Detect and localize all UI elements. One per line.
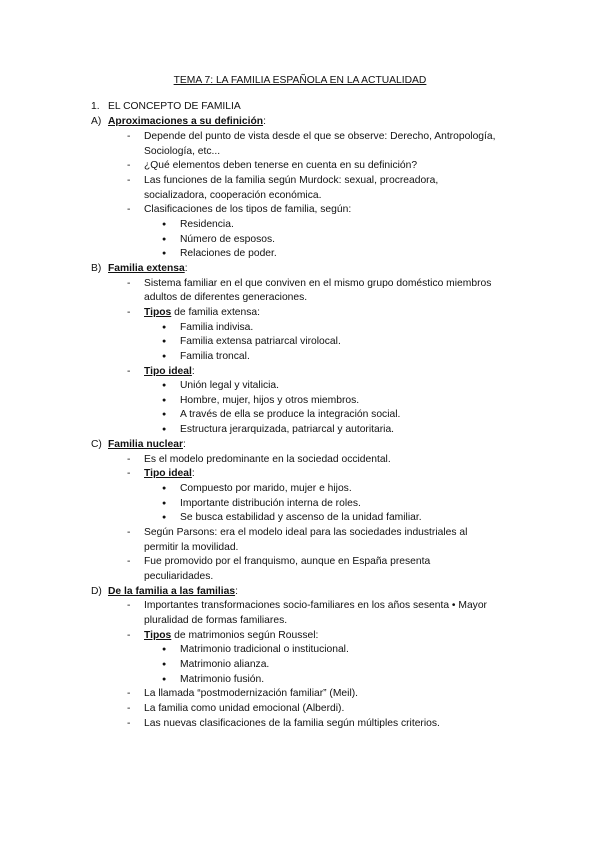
bullet-text: Residencia. — [180, 219, 234, 230]
tipos-label — [144, 629, 318, 644]
part-d-letter: D) — [91, 586, 102, 597]
tipo-ideal-colon: : — [191, 366, 195, 377]
part-a-title: Aproximaciones a su definición — [108, 116, 264, 127]
bullet-marker: ● — [162, 397, 167, 404]
part-c-heading — [108, 438, 186, 453]
bullet-marker: ● — [162, 485, 167, 492]
document-title: TEMA 7: LA FAMILIA ESPAÑOLA EN LA ACTUALIDAD — [173, 75, 427, 86]
bullet-text: Compuesto por marido, mujer e hijos. — [180, 483, 352, 494]
dash-marker: - — [127, 175, 131, 186]
bullet-text: Matrimonio tradicional o institucional. — [180, 644, 349, 655]
bullet-text: Unión legal y vitalicia. — [180, 380, 280, 391]
section-heading: EL CONCEPTO DE FAMILIA — [108, 101, 241, 112]
tipos-bold: Tipos — [144, 630, 172, 641]
section-number: 1. — [91, 101, 100, 112]
list-item-text: La llamada “postmodernización familiar” (Meil). — [144, 688, 359, 699]
bullet-text: Matrimonio alianza. — [180, 659, 270, 670]
list-item-text: La familia como unidad emocional (Alberdi). — [144, 703, 345, 714]
dash-marker: - — [127, 718, 131, 729]
list-item-text: Según Parsons: era el modelo ideal para las sociedades industriales al — [144, 527, 468, 538]
bullet-marker: ● — [162, 382, 167, 389]
list-item-continuation: adultos de diferentes generaciones. — [144, 292, 308, 303]
bullet-marker: ● — [162, 426, 167, 433]
part-a-colon: : — [263, 116, 266, 127]
dash-marker: - — [127, 556, 131, 567]
bullet-marker: ● — [162, 236, 167, 243]
list-item-text: Clasificaciones de los tipos de familia, según: — [144, 204, 352, 215]
list-item-text: Las funciones de la familia según Murdock: sexual, procreadora, — [144, 175, 439, 186]
dash-marker: - — [127, 160, 131, 171]
bullet-marker: ● — [162, 411, 167, 418]
dash-marker: - — [127, 688, 131, 699]
dash-marker: - — [127, 630, 131, 641]
part-b-colon: : — [184, 263, 188, 274]
dash-marker: - — [127, 468, 131, 479]
bullet-marker: ● — [162, 646, 167, 653]
tipo-ideal-bold: Tipo ideal — [144, 366, 192, 377]
dash-marker: - — [127, 366, 131, 377]
tipo-ideal-label — [144, 467, 195, 482]
list-item-text: Fue promovido por el franquismo, aunque en España presenta — [144, 556, 431, 567]
list-item-text: Las nuevas clasificaciones de la familia según múltiples criterios. — [144, 718, 440, 729]
dash-marker: - — [127, 454, 131, 465]
part-a-heading — [108, 115, 266, 130]
bullet-text: A través de ella se produce la integración social. — [180, 409, 401, 420]
bullet-text: Relaciones de poder. — [180, 248, 277, 259]
list-item-continuation: permitir la movilidad. — [144, 542, 239, 553]
dash-marker: - — [127, 527, 131, 538]
bullet-marker: ● — [162, 250, 167, 257]
bullet-text: Hombre, mujer, hijos y otros miembros. — [180, 395, 360, 406]
bullet-marker: ● — [162, 324, 167, 331]
bullet-marker: ● — [162, 221, 167, 228]
tipos-bold: Tipos — [144, 307, 172, 318]
part-c-colon: : — [182, 439, 186, 450]
bullet-marker: ● — [162, 514, 167, 521]
bullet-marker: ● — [162, 353, 167, 360]
dash-marker: - — [127, 131, 131, 142]
tipo-ideal-bold: Tipo ideal — [144, 468, 192, 479]
dash-marker: - — [127, 703, 131, 714]
list-item-text: Depende del punto de vista desde el que se observe: Derecho, Antropología, — [144, 131, 496, 142]
dash-marker: - — [127, 204, 131, 215]
tipo-ideal-colon: : — [191, 468, 195, 479]
part-b-title: Familia extensa — [108, 263, 185, 274]
part-d-title: De la familia a las familias — [108, 586, 236, 597]
tipos-rest: de familia extensa: — [171, 307, 260, 318]
bullet-text: Importante distribución interna de roles. — [180, 498, 361, 509]
tipo-ideal-label — [144, 365, 195, 380]
list-item-continuation: Sociología, etc... — [144, 146, 221, 157]
list-item-continuation: peculiaridades. — [144, 571, 214, 582]
bullet-text: Familia troncal. — [180, 351, 250, 362]
list-item-continuation: pluralidad de formas familiares. — [144, 615, 288, 626]
dash-marker: - — [127, 307, 131, 318]
list-item-text: Es el modelo predominante en la sociedad occidental. — [144, 454, 391, 465]
bullet-marker: ● — [162, 338, 167, 345]
part-b-letter: B) — [91, 263, 102, 274]
dash-marker: - — [127, 600, 131, 611]
part-d-colon: : — [235, 586, 238, 597]
bullet-marker: ● — [162, 676, 167, 683]
part-d-heading — [108, 585, 238, 600]
bullet-marker: ● — [162, 661, 167, 668]
list-item-text: ¿Qué elementos deben tenerse en cuenta en su definición? — [144, 160, 418, 171]
part-b-heading — [108, 262, 188, 277]
bullet-text: Número de esposos. — [180, 234, 276, 245]
tipos-rest: de matrimonios según Roussel: — [171, 630, 319, 641]
part-a-letter: A) — [91, 116, 102, 127]
bullet-text: Familia extensa patriarcal virolocal. — [180, 336, 341, 347]
list-item-continuation: socializadora, cooperación económica. — [144, 190, 322, 201]
bullet-marker: ● — [162, 500, 167, 507]
list-item-text: Importantes transformaciones socio-familiares en los años sesenta • Mayor — [144, 600, 487, 611]
dash-marker: - — [127, 278, 131, 289]
tipos-label — [144, 306, 260, 321]
part-c-letter: C) — [91, 439, 102, 450]
list-item-text: Sistema familiar en el que conviven en el mismo grupo doméstico miembros — [144, 278, 492, 289]
part-c-title: Familia nuclear — [108, 439, 183, 450]
bullet-text: Estructura jerarquizada, patriarcal y autoritaria. — [180, 424, 395, 435]
bullet-text: Familia indivisa. — [180, 322, 254, 333]
bullet-text: Matrimonio fusión. — [180, 674, 265, 685]
bullet-text: Se busca estabilidad y ascenso de la unidad familiar. — [180, 512, 422, 523]
